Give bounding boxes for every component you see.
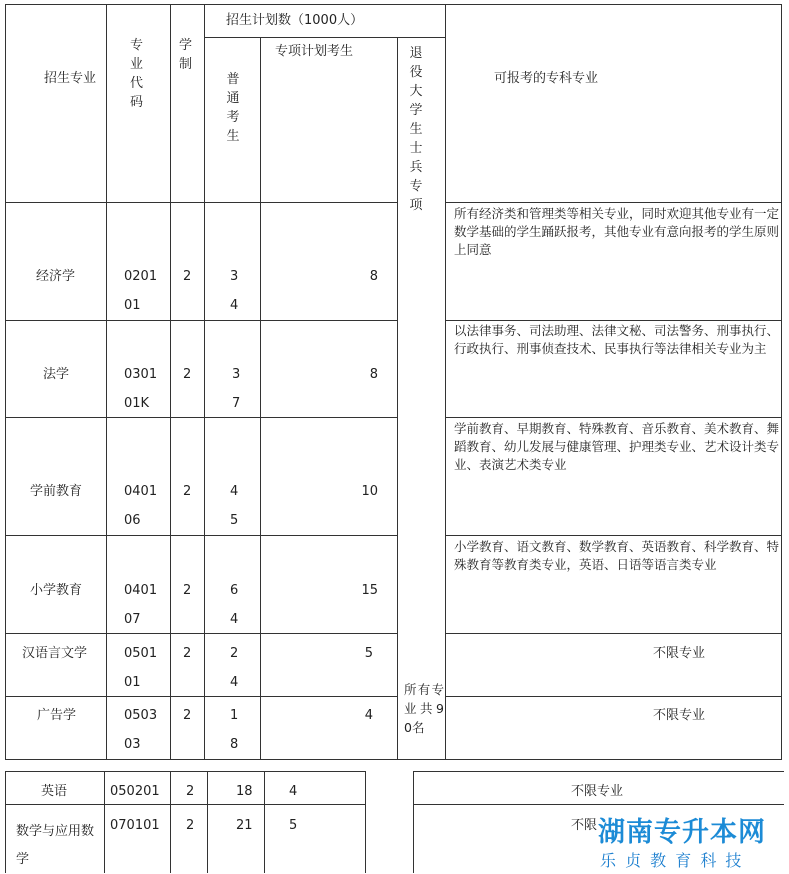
row-special: 15 — [361, 583, 378, 598]
row-regular: 3 — [230, 269, 239, 284]
watermark-subtitle: 乐 贞 教 育 科 技 — [600, 851, 744, 870]
row-note: 所有经济类和管理类等相关专业，同时欢迎其他专业有一定数学基础的学生踊跃报考，其他专业有意向报考的学生原则上同意 — [454, 206, 780, 257]
row-regular: 4 — [230, 484, 239, 499]
row-regular: 21 — [236, 818, 253, 833]
row-regular: 18 — [236, 784, 253, 799]
row-years: 2 — [186, 818, 195, 833]
header-veteran: 退役大学生士兵专项 — [409, 46, 423, 213]
row-code: 050201 — [110, 784, 160, 799]
row-years: 2 — [186, 784, 195, 799]
header-special: 专项计划考生 — [275, 44, 354, 59]
row-regular-digit: 7 — [232, 396, 241, 411]
row-special: 4 — [364, 708, 373, 723]
row-major: 经济学 — [36, 269, 76, 284]
row-regular: 3 — [232, 367, 241, 382]
watermark-title: 湖南专升本网 — [598, 810, 766, 849]
row-years: 2 — [183, 484, 192, 499]
row-special: 8 — [369, 269, 378, 284]
row-code-suffix: 03 — [124, 737, 141, 752]
row-regular-digit: 8 — [230, 737, 239, 752]
row-special: 4 — [289, 784, 298, 799]
row-special: 5 — [364, 646, 373, 661]
row-code: 0401 — [124, 484, 158, 499]
row-major: 学前教育 — [30, 484, 83, 499]
row-special: 10 — [361, 484, 378, 499]
row-code: 0201 — [124, 269, 158, 284]
row-regular: 2 — [230, 646, 239, 661]
row-special: 8 — [369, 367, 378, 382]
row-code: 0503 — [124, 708, 158, 723]
row-years: 2 — [183, 646, 192, 661]
row-years: 2 — [183, 269, 192, 284]
row-years: 2 — [183, 367, 192, 382]
row-regular: 1 — [230, 708, 239, 723]
row-years: 2 — [183, 583, 192, 598]
row-regular-digit: 4 — [230, 298, 239, 313]
row-code: 0401 — [124, 583, 158, 598]
row-major: 英语 — [41, 784, 68, 799]
row-major: 法学 — [43, 367, 70, 382]
header-major: 招生专业 — [44, 71, 97, 86]
row-special: 5 — [289, 818, 298, 833]
row-major: 汉语言文学 — [22, 646, 88, 661]
row-note: 不限专业 — [653, 708, 706, 723]
row-code-suffix: 01 — [124, 298, 141, 313]
row-code: 0501 — [124, 646, 158, 661]
row-regular-digit: 4 — [230, 675, 239, 690]
row-note: 小学教育、语文教育、数学教育、英语教育、科学教育、特殊教育等教育类专业，英语、日语等语言类专业 — [454, 539, 780, 572]
row-note: 不限 — [571, 818, 598, 833]
header-plan: 招生计划数（1000人） — [226, 13, 364, 28]
row-code: 070101 — [110, 818, 160, 833]
row-code: 0301 — [124, 367, 158, 382]
row-major: 小学教育 — [30, 583, 83, 598]
row-regular-digit: 5 — [230, 513, 239, 528]
row-regular: 6 — [230, 583, 239, 598]
row-note: 以法律事务、司法助理、法律文秘、司法警务、刑事执行、行政执行、刑事侦查技术、民事执行等法律相关专业为主 — [454, 323, 780, 356]
row-years: 2 — [183, 708, 192, 723]
row-major: 数学与应用数学 — [16, 824, 95, 867]
row-code-suffix: 01K — [124, 396, 150, 411]
header-years: 学制 — [179, 38, 193, 72]
row-code-suffix: 01 — [124, 675, 141, 690]
header-eligible: 可报考的专科专业 — [494, 71, 599, 86]
header-regular: 普通考生 — [226, 72, 240, 144]
veteran-total: 所有专业共90名 — [404, 682, 444, 735]
row-major: 广告学 — [37, 708, 77, 723]
row-code-suffix: 06 — [124, 513, 141, 528]
row-note: 不限专业 — [571, 784, 624, 799]
row-regular-digit: 4 — [230, 612, 239, 627]
row-code-suffix: 07 — [124, 612, 141, 627]
header-code: 专业代码 — [130, 38, 144, 110]
row-note: 学前教育、早期教育、特殊教育、音乐教育、美术教育、舞蹈教育、幼儿发展与健康管理、护理类专业、艺术设计类专业、表演艺术类专业 — [454, 421, 780, 472]
row-note: 不限专业 — [653, 646, 706, 661]
